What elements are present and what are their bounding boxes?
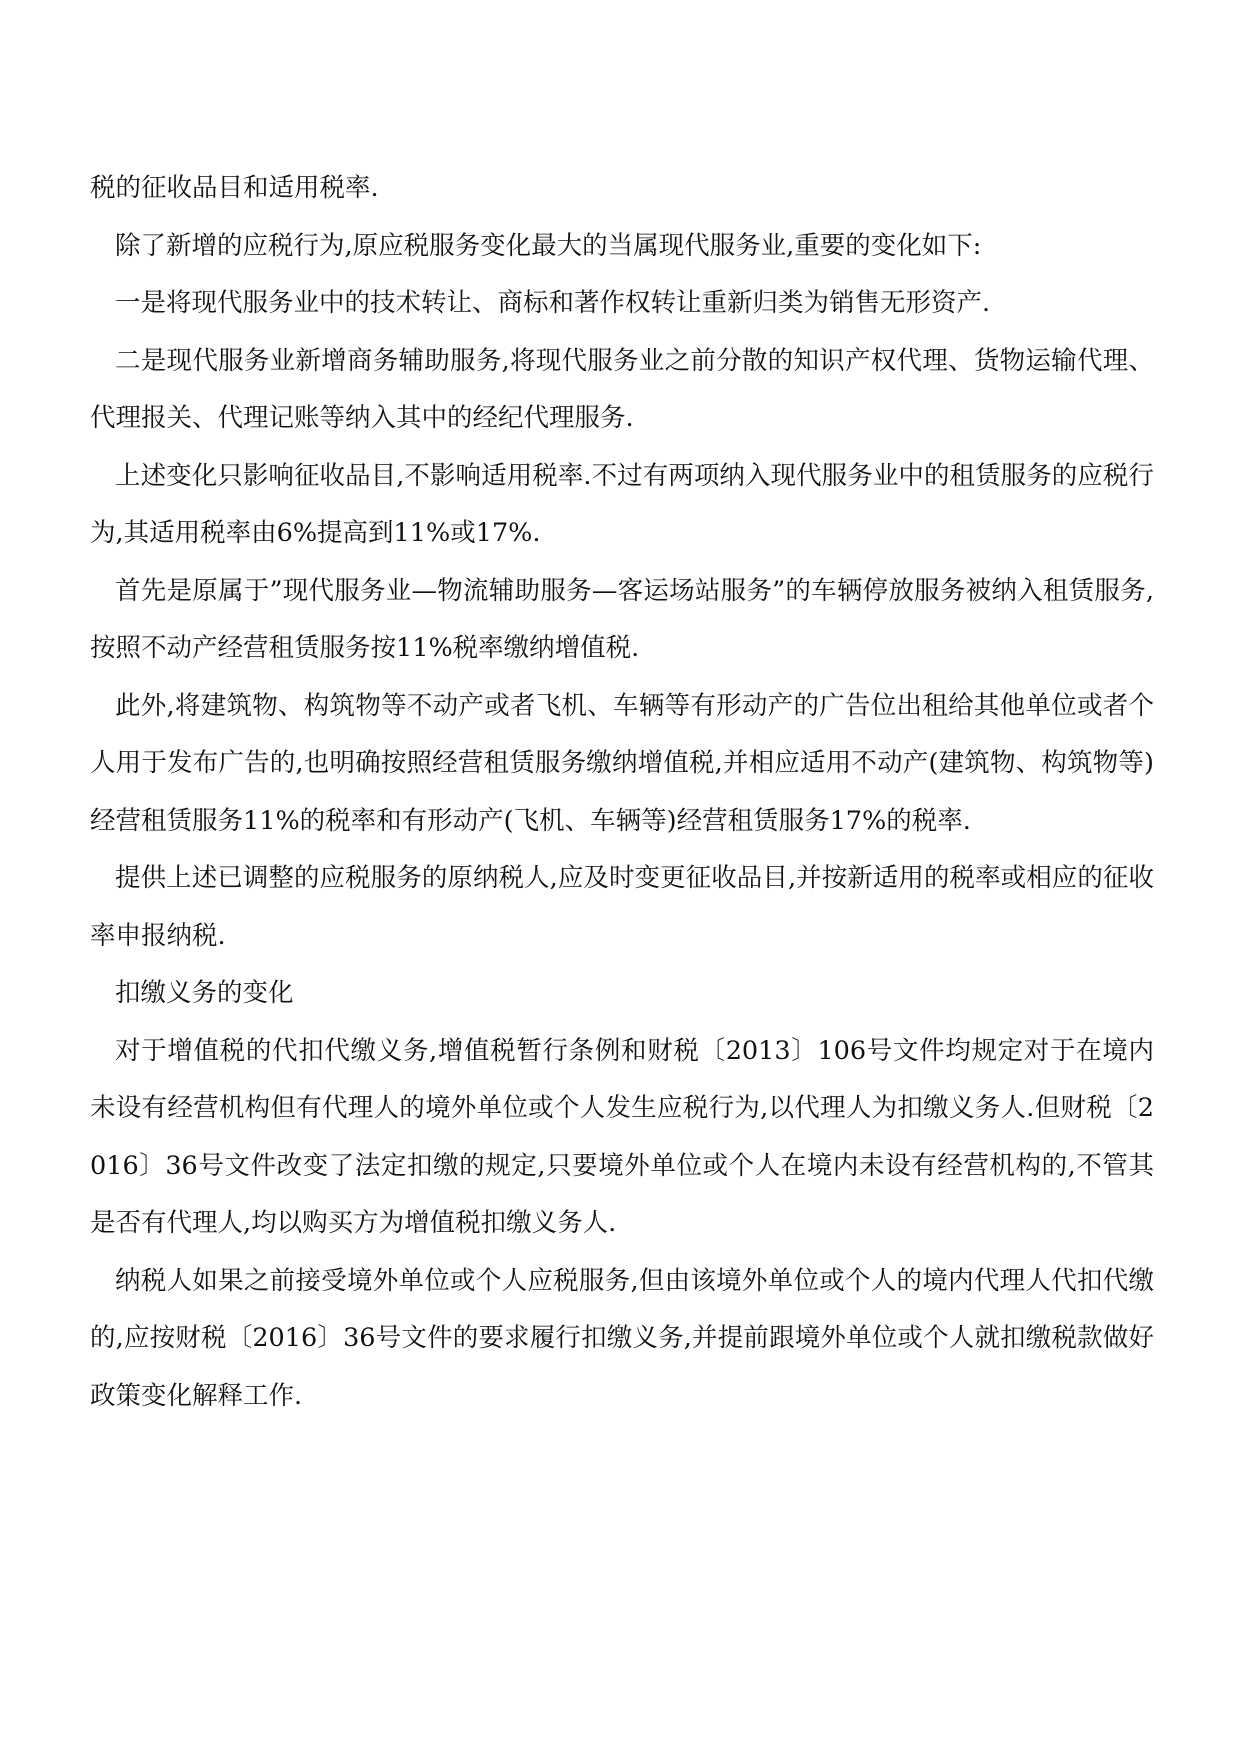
paragraph: 税的征收品目和适用税率. (90, 173, 379, 203)
paragraph: 上述变化只影响征收品目,不影响适用税率.不过有两项纳入现代服务业中的租赁服务的应税行为,其适用税率由6%提高到11%或17%. (90, 460, 1154, 548)
paragraph: 提供上述已调整的应税服务的原纳税人,应及时变更征收品目,并按新适用的税率或相应的征收率申报纳税. (90, 863, 1154, 951)
paragraph: 一是将现代服务业中的技术转让、商标和著作权转让重新归类为销售无形资产. (115, 288, 991, 318)
paragraph: 此外,将建筑物、构筑物等不动产或者飞机、车辆等有形动产的广告位出租给其他单位或者个人用于发布广告的,也明确按照经营租赁服务缴纳增值税,并相应适用不动产(建筑物、构筑物等)经营租赁服务11%的税率和有形动产(飞机、车辆等)经营租赁服务17%的税率. (90, 690, 1154, 836)
paragraph: 除了新增的应税行为,原应税服务变化最大的当属现代服务业,重要的变化如下: (115, 230, 982, 261)
paragraph: 首先是原属于”现代服务业—物流辅助服务—客运场站服务”的车辆停放服务被纳入租赁服务,按照不动产经营租赁服务按11%税率缴纳增值税. (90, 575, 1154, 663)
paragraph: 二是现代服务业新增商务辅助服务,将现代服务业之前分散的知识产权代理、货物运输代理、代理报关、代理记账等纳入其中的经纪代理服务. (90, 345, 1154, 433)
paragraph: 纳税人如果之前接受境外单位或个人应税服务,但由该境外单位或个人的境内代理人代扣代缴的,应按财税〔2016〕36号文件的要求履行扣缴义务,并提前跟境外单位或个人就扣缴税款做好政策变化解释工作. (90, 1265, 1154, 1411)
section-heading: 扣缴义务的变化 (115, 978, 294, 1008)
paragraph: 对于增值税的代扣代缴义务,增值税暂行条例和财税〔2013〕106号文件均规定对于在境内未设有经营机构但有代理人的境外单位或个人发生应税行为,以代理人为扣缴义务人.但财税〔2016〕36号文件改变了法定扣缴的规定,只要境外单位或个人在境内未设有经营机构的,不管其是否有代理人,均以购买方为增值税扣缴义务人. (90, 1035, 1154, 1238)
document-body (90, 160, 1154, 1425)
